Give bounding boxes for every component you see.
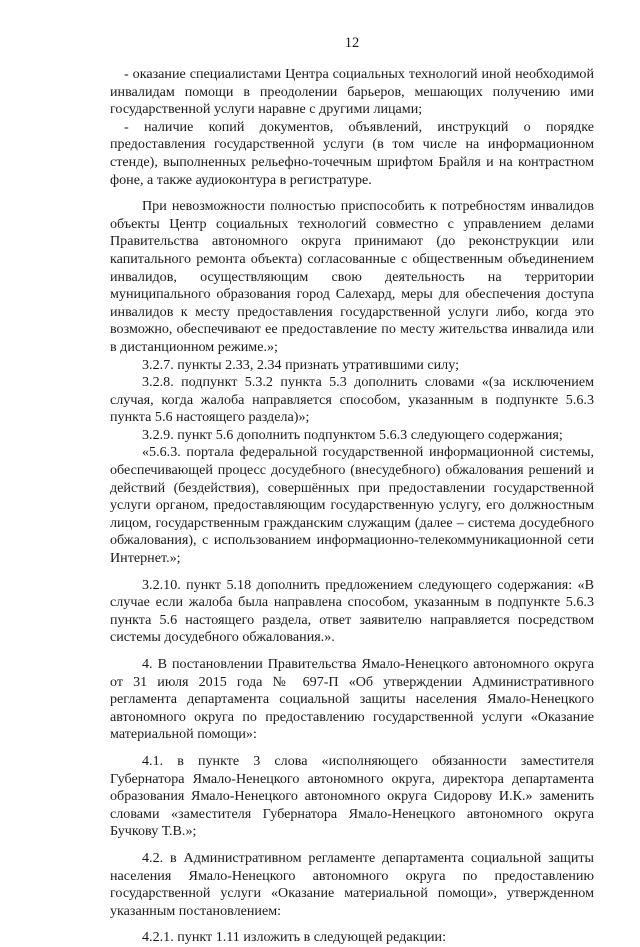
paragraph-3-2-9: 3.2.9. пункт 5.6 дополнить подпунктом 5.6.3 следующего содержания; xyxy=(142,426,563,443)
paragraph-4-2-1: 4.2.1. пункт 1.11 изложить в следующей редакции: xyxy=(142,929,446,946)
paragraph-3-2-10: 3.2.10. пункт 5.18 дополнить предложением следующего содержания: «В случае если жалоба была направлена способом, указанным в подпункте 5.6.3 пункта 5.6 настоящего раздела, ответ заявителю направляется посредством системы досудебного обжалования.». xyxy=(110,576,594,646)
page-number: 12 xyxy=(344,35,360,51)
paragraph-3-2-8: 3.2.8. подпункт 5.3.2 пункта 5.3 дополнить словами «(за исключением случая, когда жалоба направляется способом, указанным в подпункте 5.6.3 пункта 5.6 настоящего раздела)»; xyxy=(110,374,594,426)
paragraph-5-6-3: «5.6.3. портала федеральной государственной информационной системы, обеспечивающей процесс досудебного (внесудебного) обжалования решений и действий (бездействия), совершённых при предоставлении государственной услуги органом, предоставляющим государственную услугу, его должностным лицом, государственным гражданским служащим (далее – система досудебного обжалования), с использованием информационно-телекоммуникационной сети Интернет.»; xyxy=(110,444,594,567)
paragraph-3-2-7: 3.2.7. пункты 2.33, 2.34 признать утратившими силу; xyxy=(142,356,459,373)
paragraph-accessibility-measures: При невозможности полностью приспособить к потребностям инвалидов объекты Центр социальных технологий совместно с управлением делами Правительства автономного округа принимают (до реконструкции или капитального ремонта объекта) согласованные с общественным объединением инвалидов, осуществляющим свою деятельность на территории муниципального образования город Салехард, меры для обеспечения доступа инвалидов к месту предоставления государственной услуги либо, когда это возможно, обеспечивают ее предоставление по месту жительства инвалида или в дистанционном режиме.»; xyxy=(110,198,594,355)
paragraph-4-2: 4.2. в Административном регламенте департамента социальной защиты населения Ямало-Ненецкого автономного округа по предоставлению государственной услуги «Оказание материальной помощи», утвержденном указанным постановлением: xyxy=(110,849,594,919)
paragraph-braille-documents: - наличие копий документов, объявлений, инструкций о порядке предоставления государственной услуги (в том числе на информационном стенде), выполненных рельефно-точечным шрифтом Брайля и на контрастном фоне, а также аудиоконтура в регистратуре. xyxy=(110,118,594,188)
paragraph-4: 4. В постановлении Правительства Ямало-Ненецкого автономного округа от 31 июля 2015 года № 697-П «Об утверждении Административного регламента департамента социальной защиты населения Ямало-Ненецкого автономного округа по предоставлению государственной услуги «Оказание материальной помощи»: xyxy=(110,656,594,743)
paragraph-help-assistance: - оказание специалистами Центра социальных технологий иной необходимой инвалидам помощи в преодолении барьеров, мешающих получению ими государственной услуги наравне с другими лицами; xyxy=(110,66,594,118)
paragraph-4-1: 4.1. в пункте 3 слова «исполняющего обязанности заместителя Губернатора Ямало-Ненецкого автономного округа, директора департамента образования Ямало-Ненецкого автономного округа Сидорову И.К.» заменить словами «заместителя Губернатора Ямало-Ненецкого автономного округа Бучкову Т.В.»; xyxy=(110,752,594,840)
